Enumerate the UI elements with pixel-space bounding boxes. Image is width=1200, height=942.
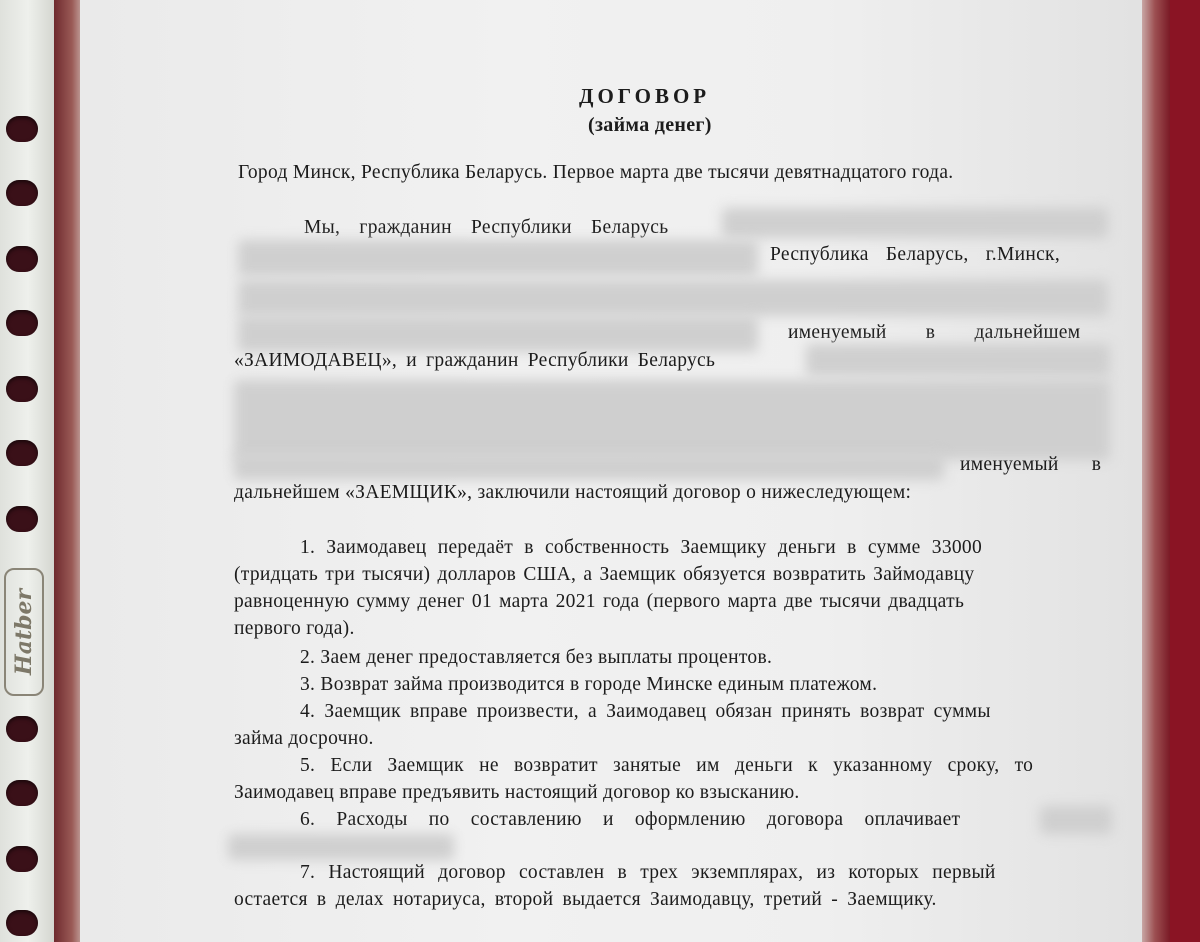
document-title: ДОГОВОР <box>579 84 711 108</box>
clause-1-line-2: (тридцать три тысячи) долларов США, а Заемщик обязуется возвратить Займодавцу <box>234 564 975 585</box>
redacted-block <box>228 834 454 860</box>
punch-hole <box>6 846 38 872</box>
redacted-block <box>238 240 758 276</box>
parties-line-3: именуемый в дальнейшем <box>788 322 1081 343</box>
punch-hole <box>6 116 38 142</box>
clause-4-line-2: займа досрочно. <box>234 728 374 749</box>
parties-line-2: Республика Беларусь, г.Минск, <box>770 244 1060 265</box>
parties-line-6: дальнейшем «ЗАЕМЩИК», заключили настоящий договор о нижеследующем: <box>234 482 912 503</box>
punch-hole <box>6 310 38 336</box>
punch-hole <box>6 780 38 806</box>
punch-hole <box>6 246 38 272</box>
redacted-block <box>722 208 1108 238</box>
clause-5-line-1: 5. Если Заемщик не возвратит занятые им деньги к указанному сроку, то <box>300 755 1034 776</box>
clause-1-line-3: равноценную сумму денег 01 марта 2021 года (первого марта две тысячи двадцать <box>234 591 965 612</box>
clause-7-line-2: остается в делах нотариуса, второй выдается Заимодавцу, третий - Заемщику. <box>234 889 937 910</box>
redacted-block <box>234 380 1110 460</box>
punch-hole <box>6 716 38 742</box>
clause-2: 2. Заем денег предоставляется без выплаты процентов. <box>300 647 773 668</box>
redacted-block <box>806 344 1110 376</box>
punch-hole <box>6 180 38 206</box>
clause-6-line-1: 6. Расходы по составлению и оформлению договора оплачивает <box>300 809 961 830</box>
punch-hole <box>6 376 38 402</box>
clause-4-line-1: 4. Заемщик вправе произвести, а Заимодавец обязан принять возврат суммы <box>300 701 991 722</box>
clause-1-line-1: 1. Заимодавец передаёт в собственность Заемщику деньги в сумме 33000 <box>300 537 983 558</box>
parties-line-4: «ЗАИМОДАВЕЦ», и гражданин Республики Беларусь <box>234 350 716 371</box>
parties-line-1 <box>304 217 712 239</box>
redacted-block <box>234 454 944 480</box>
clause-1-line-4: первого года). <box>234 618 355 639</box>
punch-hole <box>6 506 38 532</box>
clause-7-line-1: 7. Настоящий договор составлен в трех экземплярах, из которых первый <box>300 862 996 883</box>
clause-3: 3. Возврат займа производится в городе Минске единым платежом. <box>300 674 878 695</box>
redacted-block <box>238 316 758 352</box>
clause-5-line-2: Заимодавец вправе предъявить настоящий договор ко взысканию. <box>234 782 800 803</box>
redacted-block <box>1040 806 1112 834</box>
redacted-block <box>238 280 1108 316</box>
brand-logo-text: Hatber <box>11 588 37 676</box>
punch-hole <box>6 440 38 466</box>
sleeve-edge-right <box>1140 0 1170 942</box>
brand-logo <box>4 568 44 696</box>
punch-hole <box>6 910 38 936</box>
parties-text-1: Мы, гражданин Республики Беларусь <box>304 217 669 238</box>
place-date-line: Город Минск, Республика Беларусь. Первое марта две тысячи девятнадцатого года. <box>238 162 954 183</box>
document-subtitle: (займа денег) <box>588 114 712 136</box>
parties-line-5: именуемый в <box>960 454 1102 475</box>
